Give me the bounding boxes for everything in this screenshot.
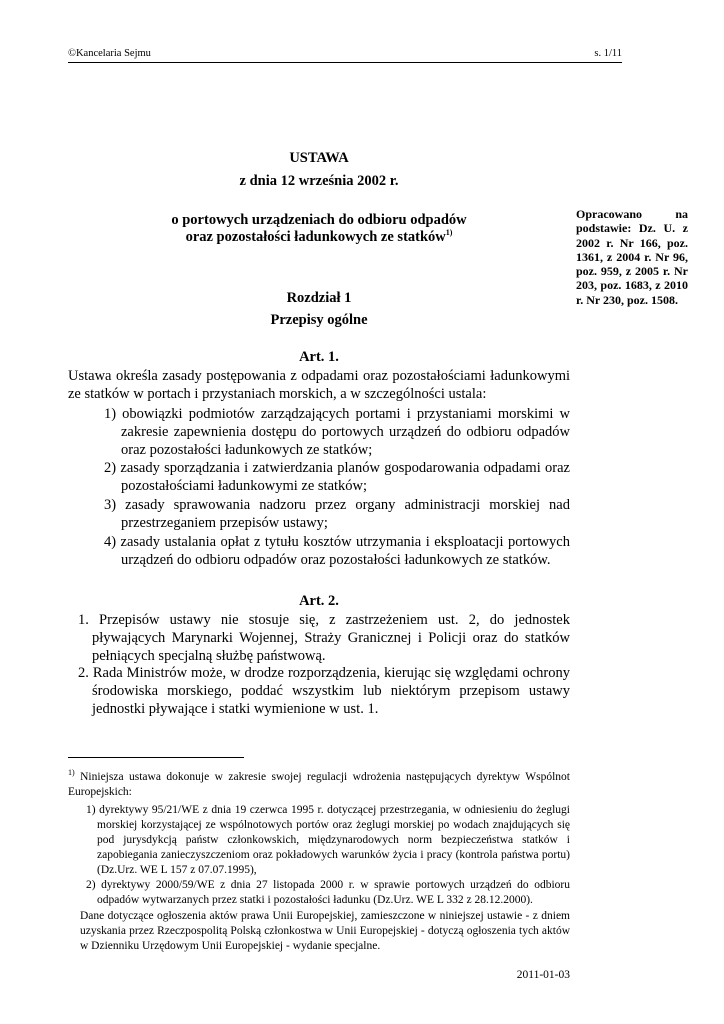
page-header (68, 48, 622, 63)
act-date: z dnia 12 września 2002 r. (239, 173, 399, 189)
act-subject-line2-text: oraz pozostałości ładunkowych ze statków (185, 229, 446, 245)
footnote-separator (68, 757, 244, 758)
footnote-item: 2) dyrektywy 2000/59/WE z dnia 27 listopada 2000 r. w sprawie portowych urządzeń do odbioru odpadów wytwarzanych przez statki i pozostałości ładunku (Dz.Urz. WE L 332 z 28.12.2000). (86, 879, 570, 906)
footnote-main-text: Niniejsza ustawa dokonuje w zakresie swojej regulacji wdrożenia następujących dyrektyw Wspólnot Europejskich: (68, 771, 570, 798)
art1-item: 2) zasady sporządzania i zatwierdzania planów gospodarowania odpadami oraz pozostałościami ładunkowymi ze statków; (104, 460, 570, 494)
header-publisher: ©Kancelaria Sejmu (68, 48, 151, 59)
footnote-main (68, 770, 570, 800)
footnote-note: Dane dotyczące ogłoszenia aktów prawa Unii Europejskiej, zamieszczone w niniejszej ustawie - z dniem uzyskania przez Rzeczpospolitą Polską członkostwa w Unii Europejskiej - dotyczą ogłoszenia tych aktów w Dzienniku Urzędowym Unii Europejskiej - wydanie specjalne. (80, 910, 570, 952)
art1-item: 1) obowiązki podmiotów zarządzających portami i przystaniami morskimi w zakresie zapewnienia dostępu do portowych urządzeń do odbioru odpadów oraz pozostałości ładunkowych ze statków; (104, 406, 570, 458)
act-type: USTAWA (289, 150, 349, 166)
footnote-ref: 1) (68, 768, 75, 778)
title-footnote-ref: 1) (445, 228, 453, 238)
footnote-item: 1) dyrektywy 95/21/WE z dnia 19 czerwca 1995 r. dotyczącej przestrzegania, w odniesieniu do żeglugi morskiej korzystającej ze wspólnotowych portów oraz żeglugi morskiej po wodach znajdujących się pod jurysdykcją państw członkowskich, międzynarodowych norm bezpieczeństwa statków i zapobiegania zanieczyszczeniom oraz pokładowych warunków życia i pracy (kontrola państwa portu) (Dz.Urz. WE L 157 z 07.07.1995), (86, 804, 570, 876)
art2-title: Art. 2. (299, 593, 339, 609)
source-sidenote: Opracowano na podstawie: Dz. U. z 2002 r. Nr 166, poz. 1361, z 2004 r. Nr 96, poz. 959, z 2005 r. Nr 203, poz. 1683, z 2010 r. Nr 230, poz. 1508. (576, 207, 688, 307)
chapter-name: Przepisy ogólne (270, 312, 368, 328)
act-subject-line2 (68, 229, 570, 246)
art1-item: 3) zasady sprawowania nadzoru przez organy administracji morskiej nad przestrzeganiem przepisów ustawy; (104, 497, 570, 531)
act-subject-line1: o portowych urządzeniach do odbioru odpadów (171, 212, 467, 228)
header-page-number: s. 1/11 (594, 48, 622, 59)
art2-item: 1. Przepisów ustawy nie stosuje się, z zastrzeżeniem ust. 2, do jednostek pływających Marynarki Wojennej, Straży Granicznej i Policji oraz do statków pełniących specjalną służbę państwową. (78, 612, 570, 664)
art1-title: Art. 1. (299, 349, 339, 365)
chapter-number: Rozdział 1 (286, 290, 352, 306)
art1-intro: Ustawa określa zasady postępowania z odpadami oraz pozostałościami ładunkowymi ze statków w portach i przystaniach morskich, a w szczególności ustala: (68, 368, 570, 402)
art2-item: 2. Rada Ministrów może, w drodze rozporządzenia, kierując się względami ochrony środowiska morskiego, poddać wszystkim lub niektórym przepisom ustawy jednostki pływające i statki wymienione w ust. 1. (78, 665, 570, 717)
footer-date: 2011-01-03 (516, 969, 570, 981)
art1-item: 4) zasady ustalania opłat z tytułu kosztów utrzymania i eksploatacji portowych urządzeń do odbioru odpadów oraz pozostałości ładunkowych ze statków. (104, 534, 570, 568)
